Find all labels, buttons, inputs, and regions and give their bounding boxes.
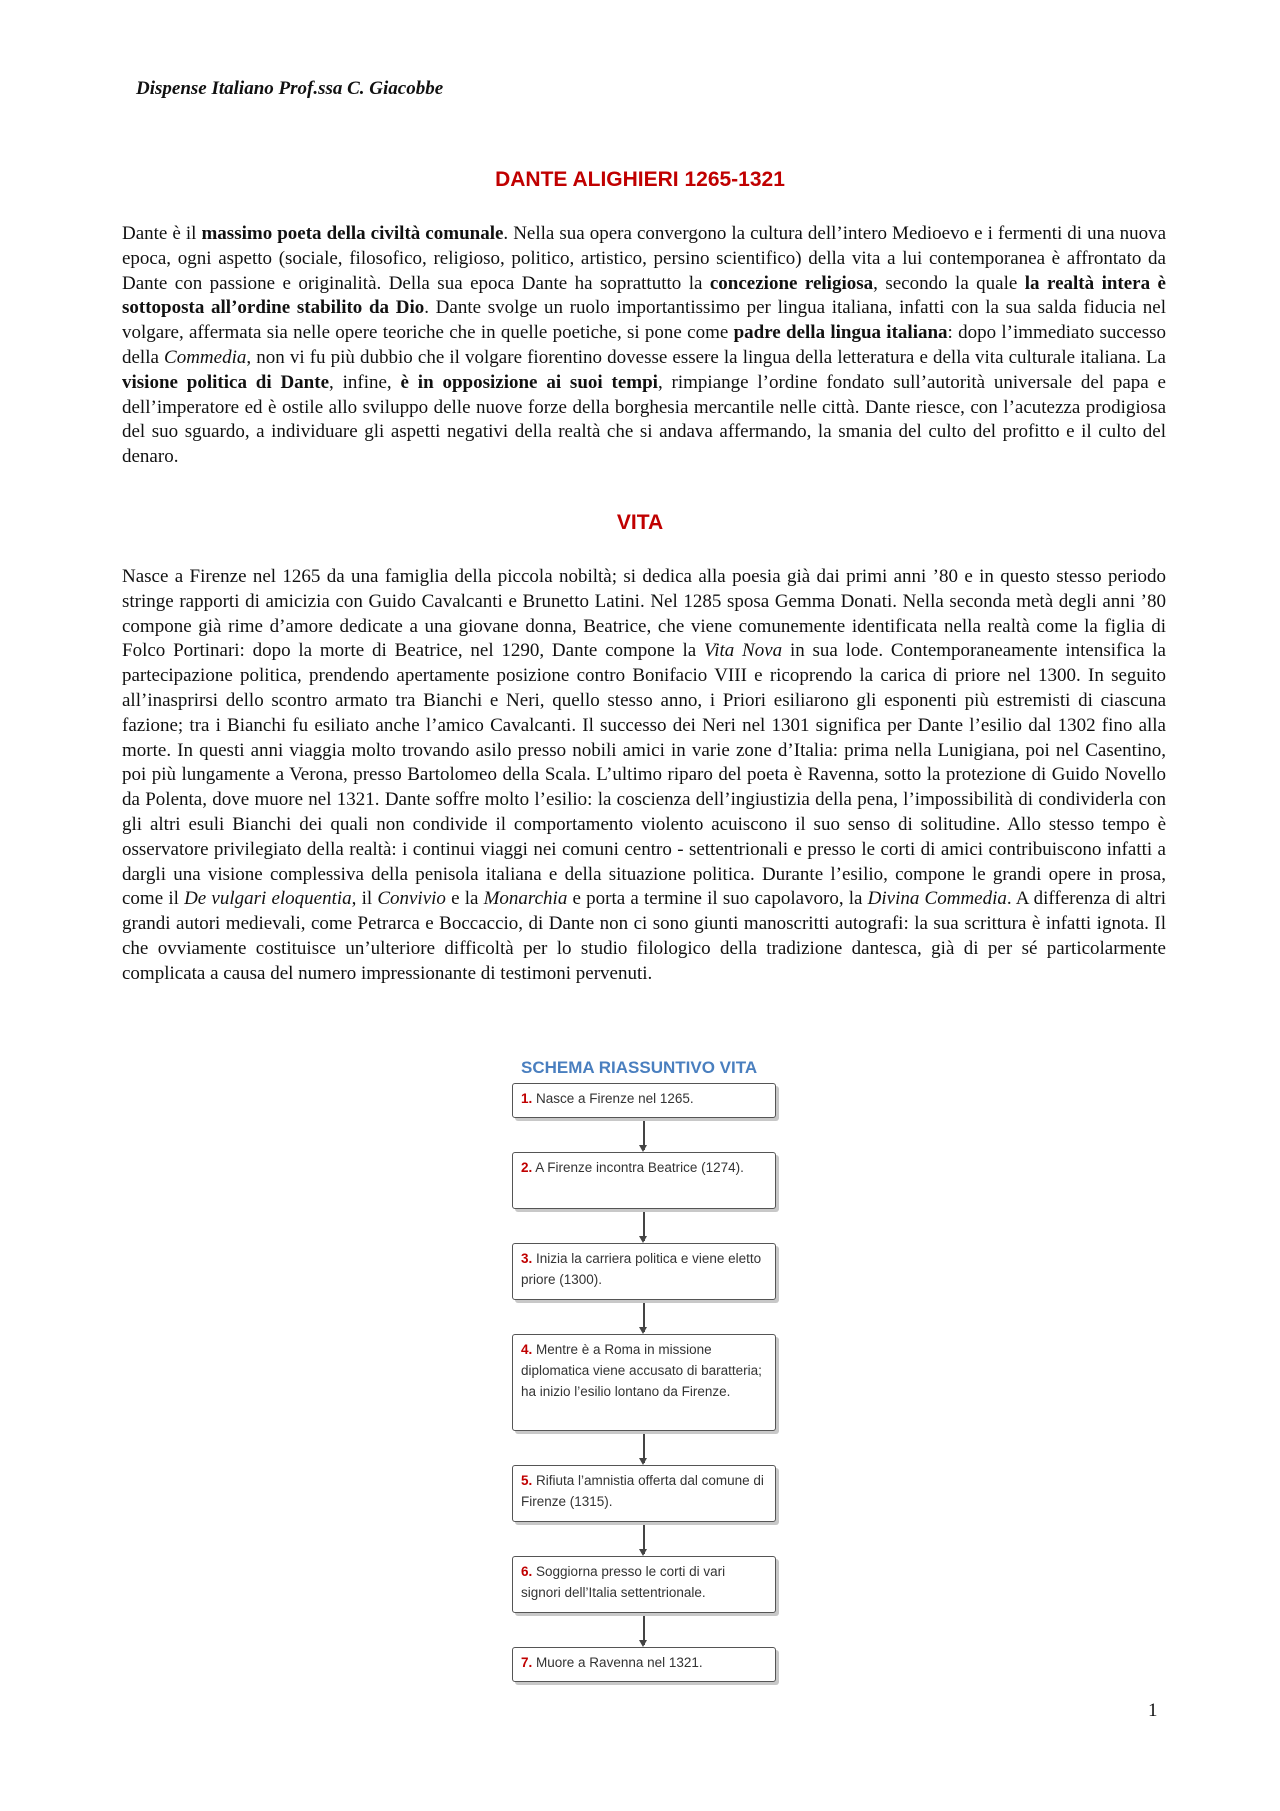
page-header: Dispense Italiano Prof.ssa C. Giacobbe <box>136 78 444 99</box>
section-title-vita: VITA <box>616 511 664 534</box>
schema-step-7: 7. Muore a Ravenna nel 1321. <box>512 1647 776 1682</box>
intro-paragraph: Dante è il massimo poeta della civiltà comunale. Nella sua opera convergono la cultura dell’intero Medioevo e i fermenti di una nuova epoca, ogni aspetto (sociale, filosofico, religioso, politico, artistico, persino scientifico) della vita a lui contemporanea è affrontato da Dante con passione e originalità. Della sua epoca Dante ha soprattutto la concezione religiosa, secondo la quale la realtà intera è sottoposta all’ordine stabilito da Dio. Dante svolge un ruolo importantissimo per lingua italiana, infatti con la sua salda fiducia nel volgare, affermata sia nelle opere teoriche che in quelle poetiche, si pone come padre della lingua italiana: dopo l’immediato successo della Commedia, non vi fu più dubbio che il volgare fiorentino dovesse essere la lingua della letteratura e della vita culturale italiana. La visione politica di Dante, infine, è in opposizione ai suoi tempi, rimpiange l’ordine fondato sull’autorità universale del papa e dell’imperatore ed è ostile allo sviluppo delle nuove forze della borghesia mercantile nelle città. Dante riesce, con l’acutezza prodigiosa del suo sguardo, a individuare gli aspetti negativi della realtà che si andava affermando, la smania del culto del profitto e il culto del denaro. <box>122 223 1167 468</box>
schema-step-5: 5. Rifiuta l’amnistia offerta dal comune di Firenze (1315). <box>512 1465 776 1522</box>
page-number: 1 <box>1148 1700 1158 1721</box>
schema-arrow <box>643 1121 645 1150</box>
schema-step-4: 4. Mentre è a Roma in missione diplomatica viene accusato di baratteria; ha inizio l’esilio lontano da Firenze. <box>512 1334 776 1431</box>
schema-step-1: 1. Nasce a Firenze nel 1265. <box>512 1083 776 1118</box>
schema-arrow <box>643 1525 645 1554</box>
schema-step-6: 6. Soggiorna presso le corti di vari signori dell’Italia settentrionale. <box>512 1556 776 1613</box>
vita-paragraph: Nasce a Firenze nel 1265 da una famiglia della piccola nobiltà; si dedica alla poesia già dai primi anni ’80 e in questo stesso periodo stringe rapporti di amicizia con Guido Cavalcanti e Brunetto Latini. Nel 1285 sposa Gemma Donati. Nella seconda metà degli anni ’80 compone già rime d’amore dedicate a una giovane donna, Beatrice, che viene comunemente identificata nella realtà come la figlia di Folco Portinari: dopo la morte di Beatrice, nel 1290, Dante compone la Vita Nova in sua lode. Contemporaneamente intensifica la partecipazione politica, prendendo apertamente posizione contro Bonifacio VIII e ricoprendo la carica di priore nel 1300. In seguito all’inasprirsi dello scontro armato tra Bianchi e Neri, quello stesso anno, i Priori esiliarono gli esponenti più estremisti di ciascuna fazione; tra i Bianchi fu esiliato anche l’amico Cavalcanti. Il successo dei Neri nel 1301 significa per Dante l’esilio dal 1302 fino alla morte. In questi anni viaggia molto trovando asilo presso nobili amici in varie zone d’Italia: prima nella Lunigiana, poi nel Casentino, poi più lungamente a Verona, presso Bartolomeo della Scala. L’ultimo riparo del poeta è Ravenna, sotto la protezione di Guido Novello da Polenta, dove muore nel 1321. Dante soffre molto l’esilio: la coscienza dell’ingiustizia della pena, l’impossibilità di condividerla con gli altri esuli Bianchi dei quali non condivide il comportamento violento acuiscono il suo senso di solitudine. Allo stesso tempo è osservatore privilegiato della realtà: i continui viaggi nei comuni centro - settentrionali e presso le corti di amici contribuiscono infatti a dargli una visione complessiva della penisola italiana e della situazione politica. Durante l’esilio, compone le grandi opere in prosa, come il De vulgari eloquentia, il Convivio e la Monarchia e porta a termine il suo capolavoro, la Divina Commedia. A differenza di altri grandi autori medievali, come Petrarca e Boccaccio, di Dante non ci sono giunti manoscritti autografi: la sua scrittura è infatti ignota. Il che ovviamente costituisce un’ulteriore difficoltà per lo studio filologico della tradizione dantesca, già di per sé particolarmente complicata a causa del numero impressionante di testimoni pervenuti. <box>122 566 1166 984</box>
schema-step-2: 2. A Firenze incontra Beatrice (1274). <box>512 1152 776 1209</box>
schema-arrow <box>643 1434 645 1463</box>
schema-title: SCHEMA RIASSUNTIVO VITA <box>521 1058 758 1077</box>
schema-arrow <box>643 1212 645 1241</box>
schema-arrow <box>643 1303 645 1332</box>
schema-step-3: 3. Inizia la carriera politica e viene eletto priore (1300). <box>512 1243 776 1300</box>
page-title: DANTE ALIGHIERI 1265-1321 <box>495 168 785 191</box>
schema-arrow <box>643 1616 645 1645</box>
